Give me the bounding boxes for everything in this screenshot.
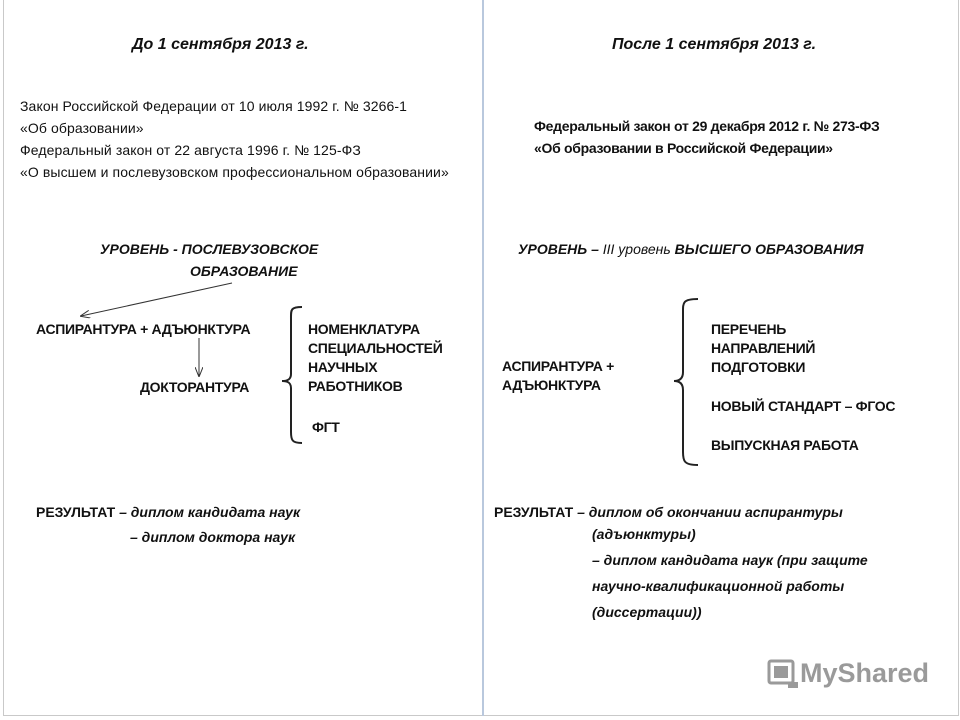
right-perechen-line: ПЕРЕЧЕНЬ	[711, 321, 787, 337]
right-law-line: «Об образовании в Российской Федерации»	[534, 140, 833, 156]
right-result-label: РЕЗУЛЬТАТ	[494, 504, 574, 520]
left-result-line2: – диплом доктора наук	[130, 529, 296, 545]
left-fgt: ФГТ	[312, 419, 340, 435]
left-nomenclature-line: НОМЕНКЛАТУРА	[308, 321, 420, 337]
right-perechen-line: ПОДГОТОВКИ	[711, 359, 806, 375]
left-nomenclature-line: НАУЧНЫХ	[308, 359, 378, 375]
left-level-line2: ОБРАЗОВАНИЕ	[190, 263, 298, 279]
left-nomenclature-line: РАБОТНИКОВ	[308, 378, 403, 394]
right-level-middle: III уровень	[602, 241, 675, 257]
right-curly-bracket	[674, 299, 698, 465]
right-aspirantura-line: АСПИРАНТУРА +	[502, 358, 614, 374]
right-level-suffix: ВЫСШЕГО ОБРАЗОВАНИЯ	[674, 241, 864, 257]
right-aspirantura-line: АДЪЮНКТУРА	[502, 377, 601, 393]
right-work: ВЫПУСКНАЯ РАБОТА	[711, 437, 859, 453]
right-result-text1: – диплом об окончании аспирантуры	[573, 504, 843, 520]
myshared-logo-icon	[766, 656, 800, 690]
right-result-line: научно-квалификационной работы	[592, 578, 845, 594]
left-law-line: Федеральный закон от 22 августа 1996 г. № 125-ФЗ	[20, 142, 361, 158]
right-result-line: (диссертации))	[592, 604, 702, 620]
right-standard: НОВЫЙ СТАНДАРТ – ФГОС	[711, 398, 896, 414]
level-to-aspirantura-arrow	[81, 283, 232, 316]
left-curly-bracket	[282, 307, 302, 443]
left-law-line: «О высшем и послевузовском профессиональном образовании»	[20, 164, 449, 180]
left-header: До 1 сентября 2013 г.	[132, 36, 309, 53]
left-nomenclature-line: СПЕЦИАЛЬНОСТЕЙ	[308, 340, 443, 356]
right-law-line: Федеральный закон от 29 декабря 2012 г. № 273-ФЗ	[534, 118, 880, 134]
left-result-label: РЕЗУЛЬТАТ	[36, 504, 116, 520]
left-result-text1: – диплом кандидата наук	[115, 504, 301, 520]
right-result-line: – диплом кандидата наук (при защите	[592, 552, 868, 568]
left-law-line: Закон Российской Федерации от 10 июля 1992 г. № 3266-1	[20, 98, 408, 114]
left-law-line: «Об образовании»	[20, 120, 144, 136]
right-level-prefix: УРОВЕНЬ –	[518, 241, 603, 257]
right-result-line: (адъюнктуры)	[592, 526, 696, 542]
right-perechen-line: НАПРАВЛЕНИЙ	[711, 340, 816, 356]
watermark-logo	[766, 656, 929, 690]
left-aspirantura: АСПИРАНТУРА + АДЪЮНКТУРА	[36, 321, 251, 337]
left-doktorantura: ДОКТОРАНТУРА	[140, 379, 250, 395]
right-header: После 1 сентября 2013 г.	[612, 36, 817, 53]
left-level-line1: УРОВЕНЬ - ПОСЛЕВУЗОВСКОЕ	[100, 241, 319, 257]
watermark-text: MyShared	[800, 657, 930, 688]
